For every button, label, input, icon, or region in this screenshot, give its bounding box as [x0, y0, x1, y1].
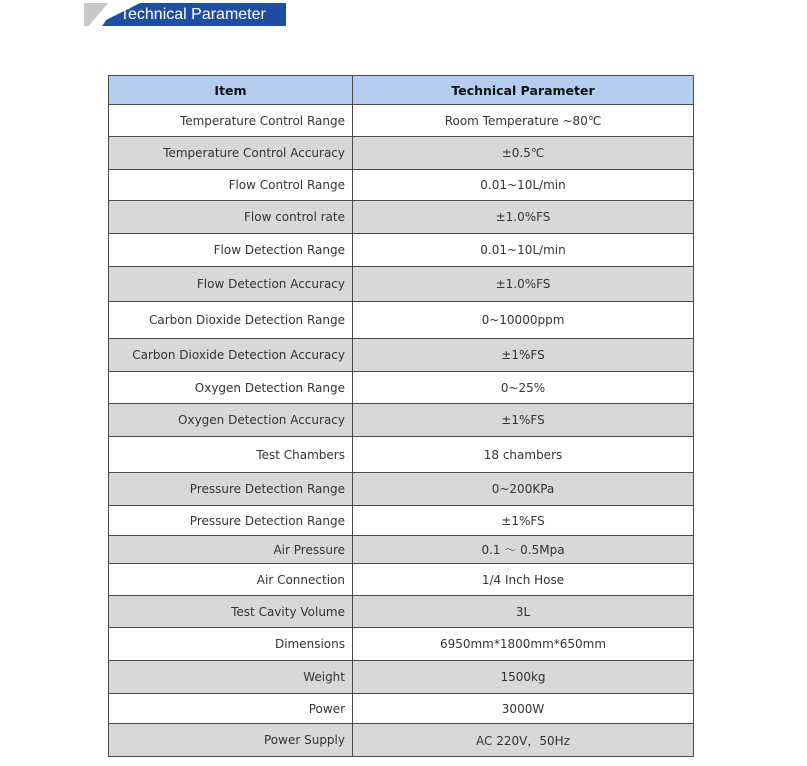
- item-cell: Carbon Dioxide Detection Range: [109, 302, 353, 339]
- section-title: Technical Parameter: [120, 6, 266, 23]
- column-header-parameter: Technical Parameter: [353, 76, 694, 105]
- value-cell: ±1%FS: [353, 339, 694, 372]
- item-cell: Dimensions: [109, 628, 353, 661]
- item-cell: Temperature Control Range: [109, 105, 353, 137]
- table-row: [109, 170, 694, 201]
- column-header-item: Item: [109, 76, 353, 105]
- item-cell: Power Supply: [109, 724, 353, 757]
- table-row: [109, 437, 694, 473]
- table-row: [109, 339, 694, 372]
- table-row: [109, 694, 694, 724]
- value-cell: 6950mm*1800mm*650mm: [353, 628, 694, 661]
- item-cell: Flow Detection Accuracy: [109, 267, 353, 302]
- item-cell: Air Connection: [109, 564, 353, 596]
- item-cell: Temperature Control Accuracy: [109, 137, 353, 170]
- value-cell: ±1%FS: [353, 404, 694, 437]
- table-row: [109, 536, 694, 564]
- item-cell: Power: [109, 694, 353, 724]
- item-cell: Pressure Detection Range: [109, 473, 353, 506]
- section-banner: [84, 3, 286, 26]
- item-cell: Oxygen Detection Accuracy: [109, 404, 353, 437]
- value-cell: 0.1 ～ 0.5Mpa: [353, 536, 694, 564]
- table-row: [109, 372, 694, 404]
- value-cell: ±1.0%FS: [353, 267, 694, 302]
- item-cell: Oxygen Detection Range: [109, 372, 353, 404]
- item-cell: Flow Control Range: [109, 170, 353, 201]
- item-cell: Carbon Dioxide Detection Accuracy: [109, 339, 353, 372]
- value-cell: 3L: [353, 596, 694, 628]
- table-row: [109, 628, 694, 661]
- value-cell: 18 chambers: [353, 437, 694, 473]
- table-row: [109, 404, 694, 437]
- table-row: [109, 137, 694, 170]
- table-row: [109, 724, 694, 757]
- table-row: [109, 267, 694, 302]
- table-row: [109, 201, 694, 234]
- value-cell: ±0.5℃: [353, 137, 694, 170]
- value-cell: 0.01~10L/min: [353, 170, 694, 201]
- item-cell: Pressure Detection Range: [109, 506, 353, 536]
- value-cell: 0.01~10L/min: [353, 234, 694, 267]
- table-row: [109, 596, 694, 628]
- item-cell: Flow control rate: [109, 201, 353, 234]
- item-cell: Air Pressure: [109, 536, 353, 564]
- value-cell: 0~25%: [353, 372, 694, 404]
- table-row: [109, 473, 694, 506]
- value-cell: 1500kg: [353, 661, 694, 694]
- table-row: [109, 105, 694, 137]
- table-row: [109, 302, 694, 339]
- table-row: [109, 234, 694, 267]
- value-cell: 0~200KPa: [353, 473, 694, 506]
- value-cell: 1/4 Inch Hose: [353, 564, 694, 596]
- technical-parameter-table: [108, 75, 694, 757]
- table-row: [109, 661, 694, 694]
- table-header-row: [109, 76, 694, 105]
- value-cell: Room Temperature ~80℃: [353, 105, 694, 137]
- value-cell: ±1%FS: [353, 506, 694, 536]
- table-row: [109, 506, 694, 536]
- value-cell: AC 220V，50Hz: [353, 724, 694, 757]
- table-row: [109, 564, 694, 596]
- value-cell: 3000W: [353, 694, 694, 724]
- item-cell: Flow Detection Range: [109, 234, 353, 267]
- item-cell: Weight: [109, 661, 353, 694]
- value-cell: ±1.0%FS: [353, 201, 694, 234]
- value-cell: 0~10000ppm: [353, 302, 694, 339]
- item-cell: Test Chambers: [109, 437, 353, 473]
- item-cell: Test Cavity Volume: [109, 596, 353, 628]
